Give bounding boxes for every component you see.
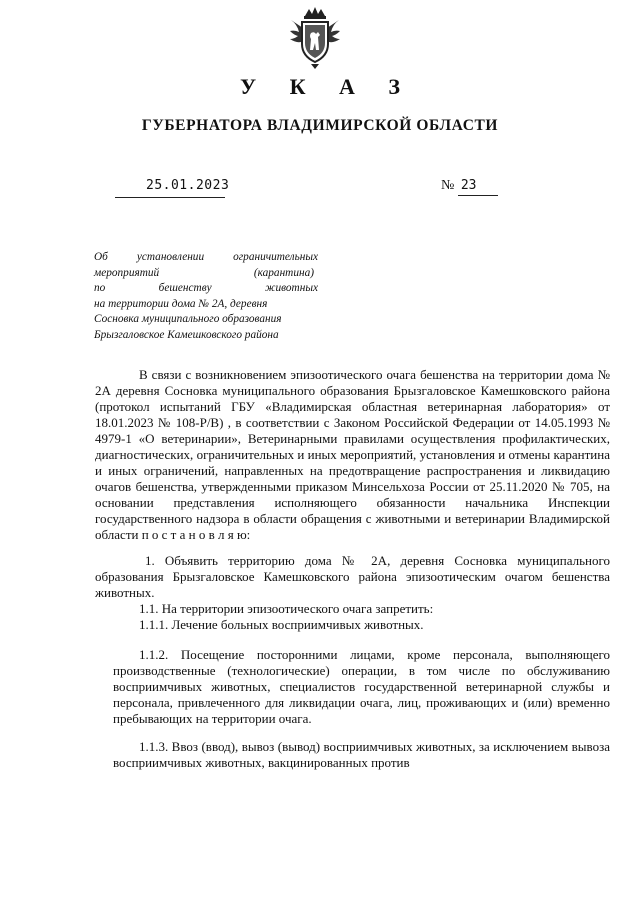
clause-1-1-2 — [95, 647, 610, 727]
subject-line: по бешенству животных — [94, 282, 318, 294]
number-underline — [458, 195, 498, 196]
document-number — [441, 178, 477, 194]
coat-of-arms-icon — [287, 6, 343, 70]
subject-line: Брызгаловское Камешковского района — [94, 328, 279, 341]
subject-line: мероприятий (карантина) — [94, 266, 314, 279]
subject-line: на территории дома № 2А, деревня — [94, 297, 268, 310]
document-type-title: У К А З — [239, 74, 415, 99]
subject-line: Сосновка муниципального образования — [94, 313, 282, 325]
clause-1-1-2-text: 1.1.2. Посещение посторонними лицами, кроме персонала, выполняющего производственные (технологические) операции, в том числе по обслуживанию восприимчивых животных, специалистов государственной ветеринарной службы и персонала, привлеченного для ликвидации очага, лиц, проживающих и (или) временно пребывающих на территории очага. — [113, 647, 610, 726]
decree-subject — [94, 250, 318, 343]
date-underline — [115, 197, 225, 198]
clause-1: 1. Объявить территорию дома № 2А, деревня Сосновка муниципального образования Брызгаловское Камешковского района эпизоотическим очагом бешенства животных. — [95, 553, 610, 600]
number-label: № — [441, 178, 455, 193]
clause-1-1-3 — [95, 739, 610, 771]
document-date: 25.01.2023 — [146, 178, 230, 193]
clause-1-1-3-text: 1.1.3. Ввоз (ввод), вывоз (вывод) восприимчивых животных, за исключением вывоза восприимчивых животных, вакцинированных против — [113, 739, 610, 770]
clause-1-1-1: 1.1.1. Лечение больных восприимчивых животных. — [139, 617, 424, 632]
decree-body — [95, 367, 610, 771]
subject-line: Об установлении ограничительных — [94, 251, 318, 263]
number-value: 23 — [460, 178, 477, 193]
preamble-paragraph: В связи с возникновением эпизоотического очага бешенства на территории дома № 2А деревня Сосновка муниципального образования Брызгаловское Камешковского района (протокол испытаний ГБУ «Владимирская областная ветеринарная лаборатория» от 18.01.2023 № 108-Р/В) , в соответствии с Законом Российской Федерации от 14.05.1993 № 4979-1 «О ветеринарии», Ветеринарными правилами осуществления профилактических, диагностических, ограничительных и иных мероприятий, установления и отмены карантина и иных ограничений, направленных на предотвращение распространения и ликвидацию очагов бешенства, утвержденными приказом Минсельхоза России от 25.11.2020 № 705, на основании представления исполняющего обязанности начальника Инспекции государственного надзора в области обращения с животными и ветеринарии Владимирской области п о с т а н о в л я ю: — [95, 367, 610, 542]
issuer-title: ГУБЕРНАТОРА ВЛАДИМИРСКОЙ ОБЛАСТИ — [141, 117, 499, 134]
clause-1-1: 1.1. На территории эпизоотического очага запретить: — [139, 601, 434, 616]
